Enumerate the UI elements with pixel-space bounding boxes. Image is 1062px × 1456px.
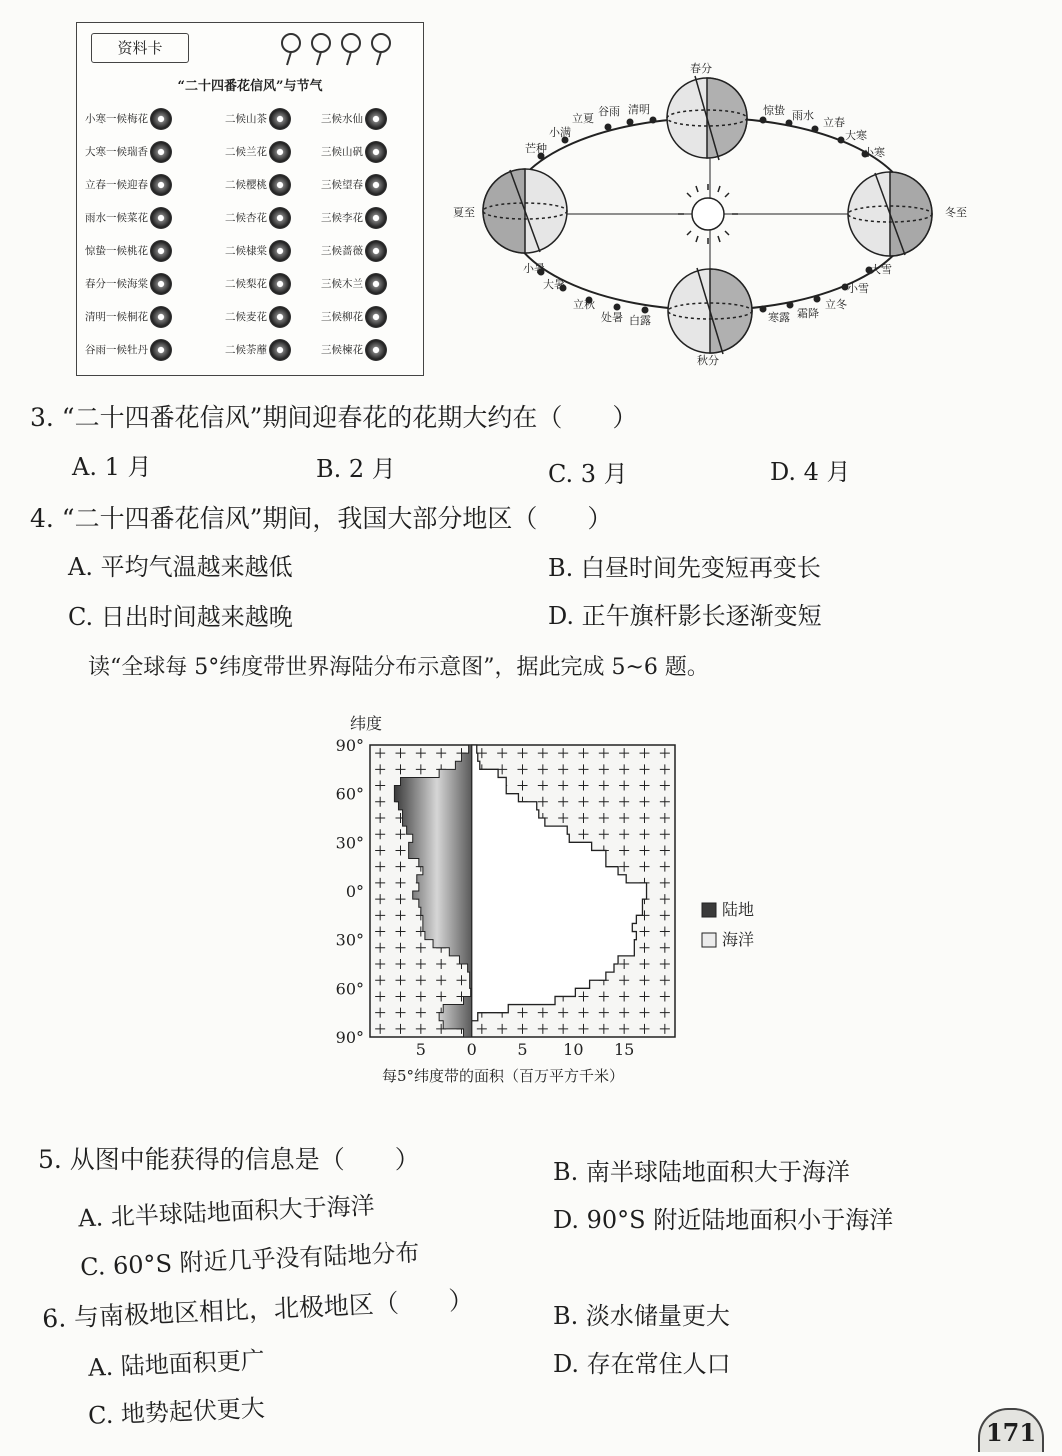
flower-name: 一候菜花 <box>106 212 148 224</box>
flower-cell <box>85 204 172 232</box>
solar-term: 惊蛰 <box>85 245 106 257</box>
option-3d[interactable]: D. 4 月 <box>770 458 851 486</box>
flower-icon <box>150 339 172 361</box>
flower-name: 二候樱桃 <box>225 179 267 191</box>
y-tick-label: 90° <box>335 1028 364 1047</box>
flower-row <box>85 336 419 364</box>
option-5d[interactable]: D. 90°S 附近陆地面积小于海洋 <box>553 1206 894 1234</box>
solar-term: 大寒 <box>85 146 106 158</box>
svg-text:白露: 白露 <box>629 314 651 327</box>
option-4c[interactable]: C. 日出时间越来越晚 <box>68 603 293 631</box>
flower-name: 二候麦花 <box>225 311 267 323</box>
x-tick-label: 15 <box>613 1040 635 1059</box>
solar-term: 清明 <box>85 311 106 323</box>
flower-cell <box>321 336 387 364</box>
svg-text:处暑: 处暑 <box>601 311 623 324</box>
svg-text:立秋: 立秋 <box>573 298 595 311</box>
flower-icon <box>150 174 172 196</box>
flower-cell <box>85 237 172 265</box>
flower-icon <box>269 141 291 163</box>
earth-icon <box>483 169 567 253</box>
svg-text:春分: 春分 <box>690 62 712 75</box>
svg-text:惊蛰: 惊蛰 <box>763 104 785 117</box>
legend-swatch <box>702 933 716 947</box>
flower-cell <box>85 105 172 133</box>
flower-name: 一候瑞香 <box>106 146 148 158</box>
land-sea-chart <box>320 705 780 1090</box>
svg-text:芒种: 芒种 <box>525 142 547 155</box>
x-tick-label: 5 <box>517 1040 528 1059</box>
svg-text:谷雨: 谷雨 <box>598 105 620 118</box>
flower-cell <box>321 105 387 133</box>
x-tick-label: 0 <box>466 1040 477 1059</box>
option-4a[interactable]: A. 平均气温越来越低 <box>68 553 293 581</box>
y-tick-label: 30° <box>335 930 364 950</box>
flower-cell <box>85 171 172 199</box>
svg-text:大暑: 大暑 <box>543 278 565 291</box>
flower-icon <box>365 108 387 130</box>
flower-name: 一候桐花 <box>106 311 148 323</box>
option-5b[interactable]: B. 南半球陆地面积大于海洋 <box>553 1158 850 1186</box>
svg-text:小满: 小满 <box>549 126 571 139</box>
flower-name: 二候荼蘼 <box>225 344 267 356</box>
flower-icon <box>269 306 291 328</box>
flower-name: 二候山茶 <box>225 113 267 125</box>
option-6c[interactable]: C. 地势起伏更大 <box>87 1394 266 1430</box>
flower-cell <box>321 270 387 298</box>
option-6a[interactable]: A. 陆地面积更广 <box>87 1346 266 1382</box>
x-tick-label: 5 <box>415 1040 426 1059</box>
flower-row <box>85 270 419 298</box>
svg-text:立夏: 立夏 <box>572 112 594 125</box>
earth-icon <box>668 268 752 354</box>
option-4d[interactable]: D. 正午旗杆影长逐渐变短 <box>548 602 822 630</box>
flower-icon <box>269 240 291 262</box>
flower-cell <box>225 105 291 133</box>
spiral-rings-icon <box>273 29 413 69</box>
flower-cell <box>85 336 172 364</box>
flower-name: 三候李花 <box>321 212 363 224</box>
flower-cell <box>321 171 387 199</box>
flower-row <box>85 237 419 265</box>
option-3b[interactable]: B. 2 月 <box>316 455 396 483</box>
flower-name: 一候海棠 <box>106 278 148 290</box>
flower-icon <box>365 240 387 262</box>
svg-text:大雪: 大雪 <box>870 263 892 276</box>
flower-name: 一候桃花 <box>106 245 148 257</box>
flower-icon <box>269 207 291 229</box>
flower-row <box>85 138 419 166</box>
flower-name: 三候柳花 <box>321 311 363 323</box>
legend-swatch <box>702 903 716 917</box>
flower-cell <box>225 270 291 298</box>
flower-name: 一候牡丹 <box>106 344 148 356</box>
question-3-stem: 3. “二十四番花信风”期间迎春花的花期大约在（ ） <box>30 403 638 432</box>
svg-text:秋分: 秋分 <box>697 354 719 367</box>
flower-name: 三候蔷薇 <box>321 245 363 257</box>
y-tick-label: 90° <box>335 736 364 755</box>
flower-row <box>85 171 419 199</box>
flower-cell <box>321 138 387 166</box>
y-tick-label: 0° <box>345 882 364 901</box>
x-axis-title: 每5°纬度带的面积（百万平方千米） <box>382 1067 625 1085</box>
svg-text:雨水: 雨水 <box>792 109 814 122</box>
flower-cell <box>85 270 172 298</box>
option-5a[interactable]: A. 北半球陆地面积大于海洋 <box>77 1191 376 1233</box>
y-tick-label: 60° <box>335 979 364 999</box>
flower-name: 三候山矾 <box>321 146 363 158</box>
y-tick-label: 30° <box>335 833 364 853</box>
legend-label: 海洋 <box>722 930 755 949</box>
option-6d[interactable]: D. 存在常住人口 <box>553 1350 731 1378</box>
option-4b[interactable]: B. 白昼时间先变短再变长 <box>548 554 821 582</box>
flower-name: 二候兰花 <box>225 146 267 158</box>
solar-term: 谷雨 <box>85 344 106 356</box>
flower-row <box>85 204 419 232</box>
flower-icon <box>150 240 172 262</box>
flower-cell <box>321 303 387 331</box>
flower-cell <box>85 303 172 331</box>
flower-icon <box>269 273 291 295</box>
flower-name: 二候杏花 <box>225 212 267 224</box>
x-tick-label: 10 <box>563 1040 584 1059</box>
question-4-stem: 4. “二十四番花信风”期间，我国大部分地区（ ） <box>30 504 613 533</box>
option-3c[interactable]: C. 3 月 <box>548 460 628 488</box>
flower-name: 三候水仙 <box>321 113 363 125</box>
flower-icon <box>365 174 387 196</box>
flower-icon <box>365 306 387 328</box>
flower-row <box>85 105 419 133</box>
flower-name: 二候梨花 <box>225 278 267 290</box>
flower-name: 三候望春 <box>321 179 363 191</box>
earth-orbit-diagram <box>445 56 985 374</box>
solar-term: 立春 <box>85 179 106 191</box>
flower-name: 一候迎春 <box>106 179 148 191</box>
flower-icon <box>365 207 387 229</box>
flower-name: 二候棣棠 <box>225 245 267 257</box>
flower-cell <box>321 237 387 265</box>
question-6-stem: 6. 与南极地区相比，北极地区（ ） <box>41 1285 475 1334</box>
flower-name: 三候木兰 <box>321 278 363 290</box>
flower-icon <box>269 108 291 130</box>
flower-cell <box>321 204 387 232</box>
card-title: “二十四番花信风”与节气 <box>177 79 323 94</box>
flower-name: 一候梅花 <box>106 113 148 125</box>
legend-label: 陆地 <box>722 900 755 919</box>
card-tag: 资料卡 <box>91 33 189 63</box>
flower-icon <box>365 273 387 295</box>
solar-term: 雨水 <box>85 212 106 224</box>
flower-cell <box>225 171 291 199</box>
flower-row <box>85 303 419 331</box>
svg-text:清明: 清明 <box>628 103 650 116</box>
flower-icon <box>150 273 172 295</box>
earth-icon <box>848 172 932 256</box>
flower-cell <box>85 138 172 166</box>
flower-icon <box>269 174 291 196</box>
solar-term: 小寒 <box>85 113 106 125</box>
info-card <box>76 22 424 376</box>
svg-text:大寒: 大寒 <box>845 129 867 142</box>
flower-icon <box>269 339 291 361</box>
flower-icon <box>150 207 172 229</box>
earth-icon <box>667 76 747 160</box>
svg-text:夏至: 夏至 <box>453 206 475 219</box>
svg-text:立春: 立春 <box>823 116 845 129</box>
flower-icon <box>150 141 172 163</box>
solar-term: 春分 <box>85 278 106 290</box>
svg-text:立冬: 立冬 <box>825 298 847 311</box>
svg-text:冬至: 冬至 <box>945 206 967 219</box>
option-3a[interactable]: A. 1 月 <box>72 453 152 481</box>
flower-cell <box>225 336 291 364</box>
flower-icon <box>365 141 387 163</box>
flower-icon <box>365 339 387 361</box>
svg-text:小寒: 小寒 <box>863 146 885 159</box>
page-number: 171 <box>978 1408 1044 1452</box>
flower-name: 三候楝花 <box>321 344 363 356</box>
option-6b[interactable]: B. 淡水储量更大 <box>553 1302 730 1330</box>
svg-text:小雪: 小雪 <box>847 282 869 295</box>
y-tick-label: 60° <box>335 784 364 804</box>
question-5-stem: 5. 从图中能获得的信息是（ ） <box>38 1145 420 1174</box>
svg-text:小暑: 小暑 <box>523 262 545 275</box>
flower-cell <box>225 138 291 166</box>
flower-cell <box>225 303 291 331</box>
chart-intro: 读“全球每 5°纬度带世界海陆分布示意图”，据此完成 5~6 题。 <box>88 655 709 680</box>
flower-cell <box>225 204 291 232</box>
y-axis-title: 纬度 <box>350 714 383 733</box>
flower-icon <box>150 108 172 130</box>
svg-text:霜降: 霜降 <box>797 307 819 320</box>
flower-icon <box>150 306 172 328</box>
flower-cell <box>225 237 291 265</box>
option-5c[interactable]: C. 60°S 附近几乎没有陆地分布 <box>79 1238 420 1282</box>
svg-text:寒露: 寒露 <box>768 311 790 324</box>
